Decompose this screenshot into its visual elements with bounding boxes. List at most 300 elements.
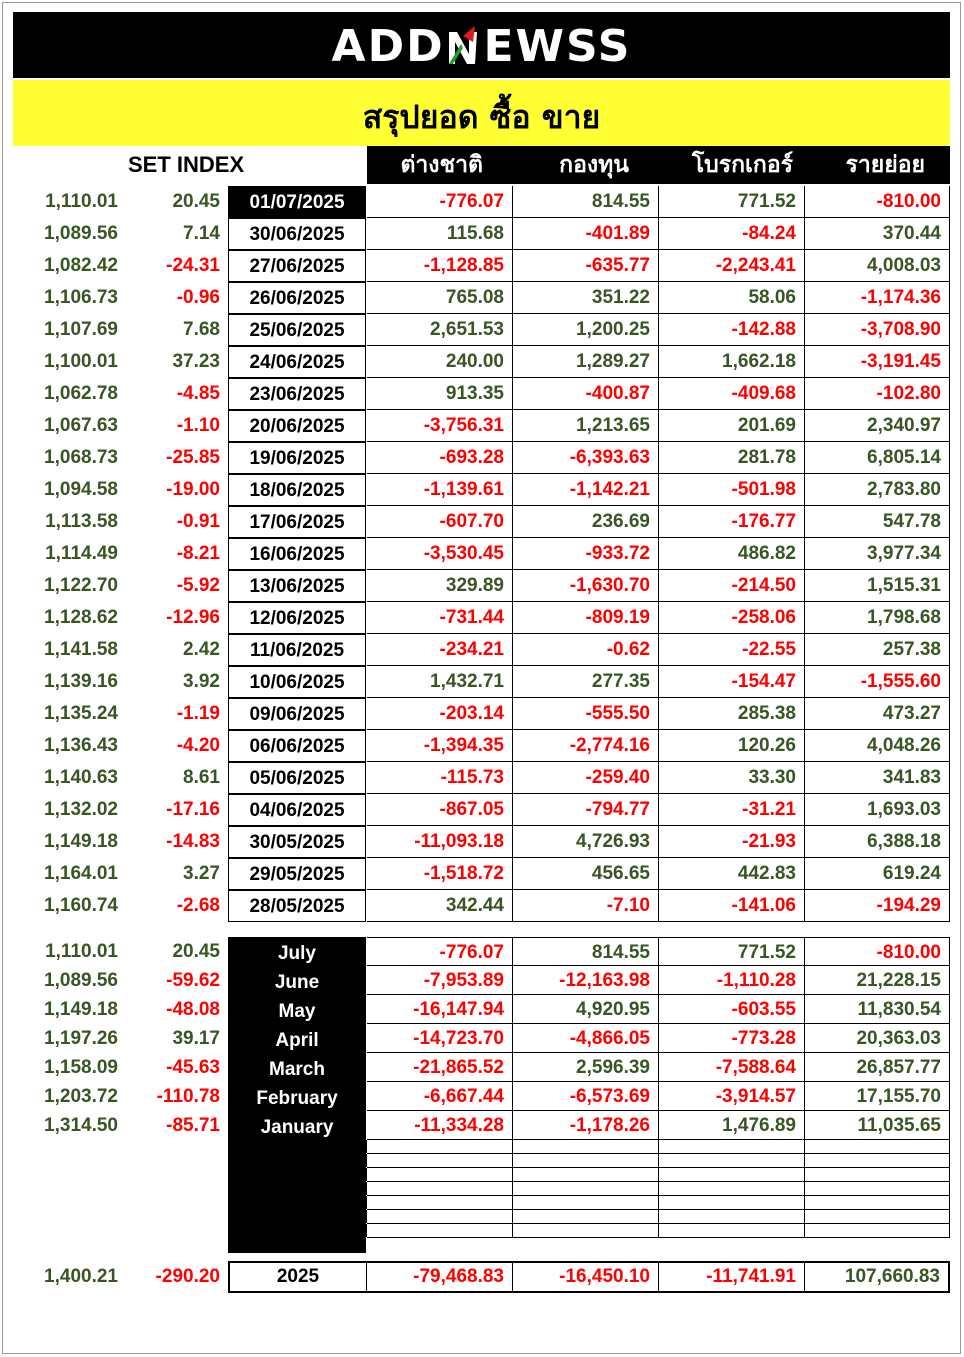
- grid-divider: [512, 1168, 513, 1181]
- month-row: [0, 966, 964, 995]
- retail-value: -3,191.45: [805, 346, 950, 378]
- grid-divider: [512, 1140, 513, 1153]
- foreign-value: -16,147.94: [367, 995, 513, 1024]
- broker-value: -501.98: [659, 474, 805, 506]
- set-index-change: 3.27: [183, 863, 220, 884]
- broker-value: 486.82: [659, 538, 805, 570]
- month-row: [0, 937, 964, 966]
- retail-value: 21,228.15: [805, 966, 950, 995]
- fund-value: -401.89: [513, 218, 659, 250]
- table-row: [0, 858, 964, 890]
- set-index-change: -1.10: [176, 415, 220, 436]
- date-cell: 16/06/2025: [228, 538, 366, 570]
- foreign-value: -7,953.89: [367, 966, 513, 995]
- grid-divider: [658, 1154, 659, 1167]
- brand-logo: ADD EWSS: [331, 21, 632, 72]
- grid-divider: [658, 1140, 659, 1153]
- grid-divider: [949, 1154, 950, 1167]
- foreign-value: -1,139.61: [367, 474, 513, 506]
- table-row: [0, 186, 964, 218]
- table-row: [0, 666, 964, 698]
- set-index-value: 1,160.74: [44, 895, 118, 916]
- retail-value: -1,555.60: [805, 666, 950, 698]
- empty-row: [367, 1210, 950, 1224]
- fund-value: -933.72: [513, 538, 659, 570]
- broker-value: -1,110.28: [659, 966, 805, 995]
- retail-value: 1,515.31: [805, 570, 950, 602]
- set-index-value: 1,082.42: [44, 255, 118, 276]
- foreign-value: 2,651.53: [367, 314, 513, 346]
- retail-value: 341.83: [805, 762, 950, 794]
- foreign-value: 115.68: [367, 218, 513, 250]
- fund-value: -7.10: [513, 890, 659, 922]
- date-cell: 12/06/2025: [228, 602, 366, 634]
- foreign-value: -3,756.31: [367, 410, 513, 442]
- table-row: [0, 346, 964, 378]
- column-header-foreign: ต่างชาติ: [367, 146, 513, 184]
- set-index-change: -4.20: [176, 735, 220, 756]
- grid-divider: [658, 1196, 659, 1209]
- table-row: [0, 730, 964, 762]
- grid-divider: [512, 1154, 513, 1167]
- date-cell: 19/06/2025: [228, 442, 366, 474]
- grid-divider: [366, 1224, 367, 1237]
- date-cell: 09/06/2025: [228, 698, 366, 730]
- grid-divider: [949, 1168, 950, 1181]
- foreign-value: -3,530.45: [367, 538, 513, 570]
- foreign-value: -6,667.44: [367, 1082, 513, 1111]
- foreign-value: 1,432.71: [367, 666, 513, 698]
- column-header-broker: โบรกเกอร์: [659, 146, 805, 184]
- set-index-change: -12.96: [166, 607, 220, 628]
- date-cell: 27/06/2025: [228, 250, 366, 282]
- grid-divider: [366, 1154, 367, 1167]
- foreign-value: -14,723.70: [367, 1024, 513, 1053]
- month-row: [0, 995, 964, 1024]
- set-index-change: -48.08: [166, 999, 220, 1020]
- date-cell: 11/06/2025: [228, 634, 366, 666]
- retail-value: 26,857.77: [805, 1053, 950, 1082]
- retail-value: 619.24: [805, 858, 950, 890]
- set-index-value: 1,089.56: [44, 223, 118, 244]
- retail-value: 370.44: [805, 218, 950, 250]
- fund-value: -4,866.05: [513, 1024, 659, 1053]
- retail-value: 473.27: [805, 698, 950, 730]
- fund-value: -400.87: [513, 378, 659, 410]
- retail-value: 11,035.65: [805, 1111, 950, 1140]
- empty-row: [367, 1182, 950, 1196]
- table-row: [0, 538, 964, 570]
- set-index-value: 1,164.01: [44, 863, 118, 884]
- set-index-value: 1,132.02: [44, 799, 118, 820]
- set-index-change: -110.78: [156, 1086, 220, 1107]
- broker-value: 442.83: [659, 858, 805, 890]
- set-index-value: 1,140.63: [44, 767, 118, 788]
- date-cell: 05/06/2025: [228, 762, 366, 794]
- retail-value: 6,388.18: [805, 826, 950, 858]
- table-row: [0, 314, 964, 346]
- set-index-value: 1,062.78: [44, 383, 118, 404]
- set-index-value: 1,089.56: [44, 970, 118, 991]
- foreign-value: 329.89: [367, 570, 513, 602]
- grid-divider: [512, 1182, 513, 1195]
- set-index-change: -14.83: [166, 831, 220, 852]
- broker-value: -258.06: [659, 602, 805, 634]
- fund-value: 236.69: [513, 506, 659, 538]
- broker-value: 771.52: [659, 186, 805, 218]
- date-cell: 18/06/2025: [228, 474, 366, 506]
- set-index-value: 1,158.09: [44, 1057, 118, 1078]
- set-index-change: -45.63: [166, 1057, 220, 1078]
- empty-row: [367, 1168, 950, 1182]
- set-index-change: 20.45: [172, 191, 220, 212]
- column-header-fund: กองทุน: [513, 146, 659, 184]
- grid-divider: [804, 1210, 805, 1223]
- set-index-value: 1,139.16: [44, 671, 118, 692]
- retail-value: -194.29: [805, 890, 950, 922]
- set-index-change: 8.61: [183, 767, 220, 788]
- fund-value: 4,920.95: [513, 995, 659, 1024]
- foreign-value: -234.21: [367, 634, 513, 666]
- date-cell: 01/07/2025: [228, 186, 366, 218]
- set-index-value: 1,135.24: [44, 703, 118, 724]
- brand-header: [13, 12, 950, 78]
- column-header-retail: รายย่อย: [805, 146, 950, 184]
- total-broker: -11,741.91: [659, 1261, 805, 1293]
- set-index-change: 20.45: [172, 941, 220, 962]
- month-label: March: [269, 1059, 325, 1080]
- grid-divider: [512, 1224, 513, 1237]
- retail-value: 1,798.68: [805, 602, 950, 634]
- foreign-value: 240.00: [367, 346, 513, 378]
- broker-value: 201.69: [659, 410, 805, 442]
- table-row: [0, 506, 964, 538]
- date-cell: 30/05/2025: [228, 826, 366, 858]
- set-index-change: -59.62: [166, 970, 220, 991]
- date-cell: 17/06/2025: [228, 506, 366, 538]
- broker-value: -7,588.64: [659, 1053, 805, 1082]
- set-index-change: -5.92: [176, 575, 220, 596]
- set-index-change: 7.68: [183, 319, 220, 340]
- fund-value: -555.50: [513, 698, 659, 730]
- retail-value: 4,008.03: [805, 250, 950, 282]
- foreign-value: -11,334.28: [367, 1111, 513, 1140]
- date-cell: 13/06/2025: [228, 570, 366, 602]
- retail-value: 20,363.03: [805, 1024, 950, 1053]
- foreign-value: -776.07: [367, 937, 513, 966]
- month-label: April: [275, 1030, 319, 1051]
- retail-value: -102.80: [805, 378, 950, 410]
- total-foreign: -79,468.83: [367, 1261, 513, 1293]
- retail-value: -810.00: [805, 937, 950, 966]
- set-index-change: -0.96: [176, 287, 220, 308]
- set-index-value: 1,122.70: [44, 575, 118, 596]
- fund-value: -6,573.69: [513, 1082, 659, 1111]
- total-row: [0, 1261, 964, 1293]
- retail-value: 3,977.34: [805, 538, 950, 570]
- date-cell: 04/06/2025: [228, 794, 366, 826]
- set-index-value: 1,149.18: [44, 999, 118, 1020]
- broker-value: -3,914.57: [659, 1082, 805, 1111]
- broker-value: 1,476.89: [659, 1111, 805, 1140]
- table-row: [0, 250, 964, 282]
- broker-value: -21.93: [659, 826, 805, 858]
- date-cell: 25/06/2025: [228, 314, 366, 346]
- total-year-label: 2025: [228, 1261, 367, 1293]
- set-index-value: 1,067.63: [44, 415, 118, 436]
- set-index-change: -8.21: [176, 543, 220, 564]
- set-index-value: 1,110.01: [45, 941, 118, 962]
- fund-value: 456.65: [513, 858, 659, 890]
- grid-divider: [949, 1196, 950, 1209]
- table-row: [0, 698, 964, 730]
- table-row: [0, 282, 964, 314]
- table-row: [0, 602, 964, 634]
- foreign-value: 913.35: [367, 378, 513, 410]
- set-index-change: 39.17: [172, 1028, 220, 1049]
- broker-value: -409.68: [659, 378, 805, 410]
- retail-value: 547.78: [805, 506, 950, 538]
- table-row: [0, 570, 964, 602]
- fund-value: -1,142.21: [513, 474, 659, 506]
- fund-value: -12,163.98: [513, 966, 659, 995]
- set-index-value: 1,314.50: [44, 1115, 118, 1136]
- set-index-value: 1,107.69: [44, 319, 118, 340]
- grid-divider: [366, 1182, 367, 1195]
- grid-divider: [366, 1140, 367, 1153]
- broker-value: -154.47: [659, 666, 805, 698]
- foreign-value: 765.08: [367, 282, 513, 314]
- month-row: [0, 1082, 964, 1111]
- set-index-header: SET INDEX: [128, 152, 245, 177]
- foreign-value: -203.14: [367, 698, 513, 730]
- grid-divider: [804, 1140, 805, 1153]
- table-row: [0, 474, 964, 506]
- fund-value: -809.19: [513, 602, 659, 634]
- set-index-change: -17.16: [166, 799, 220, 820]
- fund-value: 814.55: [513, 937, 659, 966]
- retail-value: 11,830.54: [805, 995, 950, 1024]
- foreign-value: -776.07: [367, 186, 513, 218]
- broker-value: -603.55: [659, 995, 805, 1024]
- retail-value: 4,048.26: [805, 730, 950, 762]
- broker-value: 1,662.18: [659, 346, 805, 378]
- grid-divider: [366, 1168, 367, 1181]
- grid-divider: [366, 1210, 367, 1223]
- set-index-value: 1,110.01: [45, 191, 118, 212]
- grid-divider: [804, 1196, 805, 1209]
- retail-value: 6,805.14: [805, 442, 950, 474]
- set-index-value: 1,094.58: [44, 479, 118, 500]
- total-retail: 107,660.83: [805, 1261, 950, 1293]
- fund-value: -0.62: [513, 634, 659, 666]
- grid-divider: [949, 1224, 950, 1237]
- fund-value: 4,726.93: [513, 826, 659, 858]
- fund-value: -1,630.70: [513, 570, 659, 602]
- month-row: [0, 1053, 964, 1082]
- broker-value: -214.50: [659, 570, 805, 602]
- set-index-change: -85.71: [166, 1115, 220, 1136]
- foreign-value: 342.44: [367, 890, 513, 922]
- set-index-value: 1,149.18: [44, 831, 118, 852]
- grid-divider: [658, 1168, 659, 1181]
- set-index-value: 1,068.73: [44, 447, 118, 468]
- fund-value: -259.40: [513, 762, 659, 794]
- foreign-value: -11,093.18: [367, 826, 513, 858]
- fund-value: -2,774.16: [513, 730, 659, 762]
- month-label: May: [278, 1001, 316, 1022]
- page-title: สรุปยอด ซื้อ ขาย: [362, 98, 601, 136]
- retail-value: -3,708.90: [805, 314, 950, 346]
- grid-divider: [512, 1210, 513, 1223]
- grid-divider: [366, 1196, 367, 1209]
- date-cell: 20/06/2025: [228, 410, 366, 442]
- table-row: [0, 794, 964, 826]
- fund-value: 1,213.65: [513, 410, 659, 442]
- broker-value: 58.06: [659, 282, 805, 314]
- broker-value: -31.21: [659, 794, 805, 826]
- set-index-change: -1.19: [176, 703, 220, 724]
- date-cell: 28/05/2025: [228, 890, 366, 922]
- set-index-change: -4.85: [176, 383, 220, 404]
- grid-divider: [512, 1196, 513, 1209]
- month-label: June: [274, 972, 320, 993]
- title-banner: [13, 80, 950, 146]
- set-index-change: 3.92: [183, 671, 220, 692]
- retail-value: 1,693.03: [805, 794, 950, 826]
- retail-value: 2,783.80: [805, 474, 950, 506]
- set-index-value: 1,128.62: [44, 607, 118, 628]
- table-row: [0, 218, 964, 250]
- table-row: [0, 890, 964, 922]
- retail-value: -1,174.36: [805, 282, 950, 314]
- foreign-value: -607.70: [367, 506, 513, 538]
- set-index-change: 37.23: [172, 351, 220, 372]
- foreign-value: -115.73: [367, 762, 513, 794]
- date-cell: 26/06/2025: [228, 282, 366, 314]
- set-index-value: 1,136.43: [44, 735, 118, 756]
- grid-divider: [804, 1168, 805, 1181]
- grid-divider: [804, 1182, 805, 1195]
- total-fund: -16,450.10: [513, 1261, 659, 1293]
- date-cell: 24/06/2025: [228, 346, 366, 378]
- set-index-value: 1,113.58: [45, 511, 118, 532]
- total-change: -290.20: [155, 1266, 220, 1287]
- grid-divider: [949, 1140, 950, 1153]
- broker-value: 281.78: [659, 442, 805, 474]
- broker-value: 285.38: [659, 698, 805, 730]
- date-cell: 06/06/2025: [228, 730, 366, 762]
- foreign-value: -21,865.52: [367, 1053, 513, 1082]
- table-row: [0, 410, 964, 442]
- set-index-change: -24.31: [166, 255, 220, 276]
- empty-row: [367, 1224, 950, 1238]
- empty-row: [367, 1154, 950, 1168]
- set-index-value: 1,100.01: [44, 351, 118, 372]
- fund-value: 2,596.39: [513, 1053, 659, 1082]
- foreign-value: -693.28: [367, 442, 513, 474]
- foreign-value: -1,394.35: [367, 730, 513, 762]
- month-label: February: [256, 1088, 338, 1109]
- fund-value: -6,393.63: [513, 442, 659, 474]
- table-row: [0, 762, 964, 794]
- broker-value: -22.55: [659, 634, 805, 666]
- broker-value: -2,243.41: [659, 250, 805, 282]
- set-index-change: -19.00: [166, 479, 220, 500]
- foreign-value: -867.05: [367, 794, 513, 826]
- broker-value: -84.24: [659, 218, 805, 250]
- month-label: January: [260, 1117, 334, 1138]
- broker-value: -141.06: [659, 890, 805, 922]
- total-index: 1,400.21: [44, 1266, 118, 1287]
- broker-value: -176.77: [659, 506, 805, 538]
- month-row: [0, 1024, 964, 1053]
- set-index-change: 2.42: [183, 639, 220, 660]
- broker-value: 33.30: [659, 762, 805, 794]
- fund-value: 277.35: [513, 666, 659, 698]
- retail-value: 17,155.70: [805, 1082, 950, 1111]
- retail-value: 2,340.97: [805, 410, 950, 442]
- broker-value: 771.52: [659, 937, 805, 966]
- table-row: [0, 378, 964, 410]
- set-index-change: -2.68: [176, 895, 220, 916]
- set-index-value: 1,203.72: [44, 1086, 118, 1107]
- table-row: [0, 826, 964, 858]
- set-index-value: 1,141.58: [44, 639, 118, 660]
- broker-value: -773.28: [659, 1024, 805, 1053]
- retail-value: -810.00: [805, 186, 950, 218]
- logo-accent-letter: [445, 24, 484, 70]
- fund-value: 1,200.25: [513, 314, 659, 346]
- empty-row: [367, 1196, 950, 1210]
- table-row: [0, 634, 964, 666]
- broker-value: -142.88: [659, 314, 805, 346]
- broker-value: 120.26: [659, 730, 805, 762]
- fund-value: 351.22: [513, 282, 659, 314]
- grid-divider: [804, 1224, 805, 1237]
- month-row: [0, 1111, 964, 1140]
- date-cell: 29/05/2025: [228, 858, 366, 890]
- grid-divider: [949, 1182, 950, 1195]
- date-cell: 10/06/2025: [228, 666, 366, 698]
- set-index-value: 1,197.26: [44, 1028, 118, 1049]
- grid-divider: [658, 1210, 659, 1223]
- set-index-value: 1,114.49: [45, 543, 118, 564]
- set-index-change: -25.85: [166, 447, 220, 468]
- fund-value: -1,178.26: [513, 1111, 659, 1140]
- fund-value: -794.77: [513, 794, 659, 826]
- month-label: July: [277, 943, 317, 964]
- table-row: [0, 442, 964, 474]
- date-cell: 23/06/2025: [228, 378, 366, 410]
- foreign-value: -1,518.72: [367, 858, 513, 890]
- foreign-value: -1,128.85: [367, 250, 513, 282]
- grid-divider: [949, 1210, 950, 1223]
- set-index-change: 7.14: [183, 223, 220, 244]
- set-index-value: 1,106.73: [44, 287, 118, 308]
- empty-row: [367, 1140, 950, 1154]
- fund-value: 814.55: [513, 186, 659, 218]
- foreign-value: -731.44: [367, 602, 513, 634]
- grid-divider: [658, 1224, 659, 1237]
- fund-value: 1,289.27: [513, 346, 659, 378]
- retail-value: 257.38: [805, 634, 950, 666]
- fund-value: -635.77: [513, 250, 659, 282]
- grid-divider: [804, 1154, 805, 1167]
- date-cell: 30/06/2025: [228, 218, 366, 250]
- set-index-change: -0.91: [176, 511, 220, 532]
- grid-divider: [658, 1182, 659, 1195]
